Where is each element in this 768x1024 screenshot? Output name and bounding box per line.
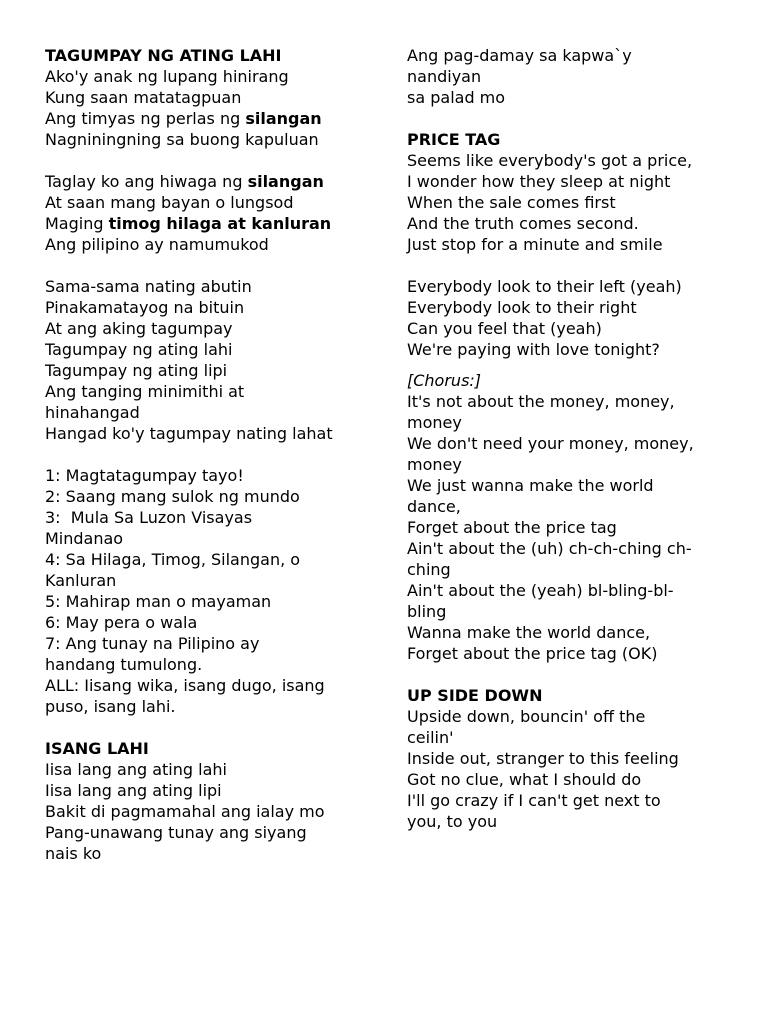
left-column	[45, 45, 375, 864]
song-title: TAGUMPAY NG ATING LAHI	[45, 46, 282, 65]
stanza-gap	[407, 664, 727, 685]
lyric-line: Kanluran	[45, 571, 117, 590]
lyric-line: puso, isang lahi.	[45, 697, 176, 716]
lyric-line: Iisa lang ang ating lipi	[45, 781, 222, 800]
lyric-line	[45, 171, 375, 192]
lyric-line: Everybody look to their left (yeah)	[407, 277, 682, 296]
lyric-line: Bakit di pagmamahal ang ialay mo	[45, 802, 325, 821]
lyric-line: We just wanna make the world	[407, 476, 654, 495]
lyric-line: Sama-sama nating abutin	[45, 277, 252, 296]
lyric-line: We're paying with love tonight?	[407, 340, 660, 359]
lyric-line: Everybody look to their right	[407, 298, 637, 317]
lyric-line: Can you feel that (yeah)	[407, 319, 602, 338]
lyric-line: Pinakamatayog na bituin	[45, 298, 245, 317]
lyric-line: ching	[407, 560, 451, 579]
lyric-line: At ang aking tagumpay	[45, 319, 233, 338]
lyric-line: 2: Saang mang sulok ng mundo	[45, 487, 300, 506]
lyric-line: Wanna make the world dance,	[407, 623, 651, 642]
song-title: PRICE TAG	[407, 130, 501, 149]
lyric-line: Ain't about the (yeah) bl-bling-bl-	[407, 581, 674, 600]
lyric-line: sa palad mo	[407, 88, 506, 107]
lyric-line: It's not about the money, money,	[407, 392, 675, 411]
lyric-line: Just stop for a minute and smile	[407, 235, 663, 254]
lyric-line: dance,	[407, 497, 461, 516]
lyric-line: Inside out, stranger to this feeling	[407, 749, 679, 768]
lyric-line: Ako'y anak ng lupang hinirang	[45, 67, 289, 86]
lyric-line: And the truth comes second.	[407, 214, 639, 233]
stanza-gap	[45, 255, 375, 276]
lyric-line: ceilin'	[407, 728, 454, 747]
lyric-line: I'll go crazy if I can't get next to	[407, 791, 661, 810]
lyric-line	[45, 213, 375, 234]
lyric-line: I wonder how they sleep at night	[407, 172, 671, 191]
lyric-line: Tagumpay ng ating lahi	[45, 340, 233, 359]
lyric-line: nandiyan	[407, 67, 482, 86]
lyric-line: hinahangad	[45, 403, 140, 422]
lyric-line: money	[407, 455, 462, 474]
stanza-gap	[407, 255, 727, 276]
lyric-line: 5: Mahirap man o mayaman	[45, 592, 272, 611]
lyric-line: Iisa lang ang ating lahi	[45, 760, 227, 779]
lyric-line: money	[407, 413, 462, 432]
lyric-line: Forget about the price tag (OK)	[407, 644, 658, 663]
lyric-line: Nagniningning sa buong kapuluan	[45, 130, 319, 149]
lyric-line: Seems like everybody's got a price,	[407, 151, 693, 170]
stanza-gap	[407, 360, 727, 370]
stanza-gap	[45, 150, 375, 171]
lyric-line: you, to you	[407, 812, 498, 831]
lyric-line: bling	[407, 602, 447, 621]
lyric-line: Upside down, bouncin' off the	[407, 707, 646, 726]
lyric-line: 7: Ang tunay na Pilipino ay	[45, 634, 260, 653]
lyric-text: Ang timyas ng perlas ng	[45, 109, 246, 128]
song-title: ISANG LAHI	[45, 739, 149, 758]
lyric-line: Tagumpay ng ating lipi	[45, 361, 228, 380]
lyric-emphasis: silangan	[245, 109, 322, 128]
lyric-line: ALL: Iisang wika, isang dugo, isang	[45, 676, 325, 695]
lyric-line: 6: May pera o wala	[45, 613, 198, 632]
lyric-line: Ang pilipino ay namumukod	[45, 235, 269, 254]
song-title: UP SIDE DOWN	[407, 686, 543, 705]
lyric-line: Ain't about the (uh) ch-ch-ching ch-	[407, 539, 692, 558]
lyric-line: Got no clue, what I should do	[407, 770, 642, 789]
lyric-line: We don't need your money, money,	[407, 434, 694, 453]
lyric-line: Mindanao	[45, 529, 124, 548]
lyric-line: Hangad ko'y tagumpay nating lahat	[45, 424, 333, 443]
lyric-line: Kung saan matatagpuan	[45, 88, 242, 107]
chorus-label: [Chorus:]	[407, 371, 482, 390]
lyric-line: Forget about the price tag	[407, 518, 617, 537]
lyric-text: Taglay ko ang hiwaga ng	[45, 172, 248, 191]
lyric-emphasis: silangan	[247, 172, 324, 191]
right-column	[407, 45, 727, 832]
lyric-line: 4: Sa Hilaga, Timog, Silangan, o	[45, 550, 301, 569]
lyric-text: Maging	[45, 214, 109, 233]
lyric-line: Ang pag-damay sa kapwa`y	[407, 46, 632, 65]
stanza-gap	[407, 108, 727, 129]
lyric-line: 1: Magtatagumpay tayo!	[45, 466, 244, 485]
lyric-line	[45, 108, 375, 129]
stanza-gap	[45, 444, 375, 465]
lyric-emphasis: timog hilaga at kanluran	[108, 214, 332, 233]
stanza-gap	[45, 717, 375, 738]
lyric-line: nais ko	[45, 844, 102, 863]
lyric-line: When the sale comes first	[407, 193, 616, 212]
lyric-line: handang tumulong.	[45, 655, 203, 674]
lyric-line: Ang tanging minimithi at	[45, 382, 245, 401]
lyric-line: At saan mang bayan o lungsod	[45, 193, 294, 212]
lyric-line: Pang-unawang tunay ang siyang	[45, 823, 307, 842]
lyric-line: 3: Mula Sa Luzon Visayas	[45, 508, 253, 527]
